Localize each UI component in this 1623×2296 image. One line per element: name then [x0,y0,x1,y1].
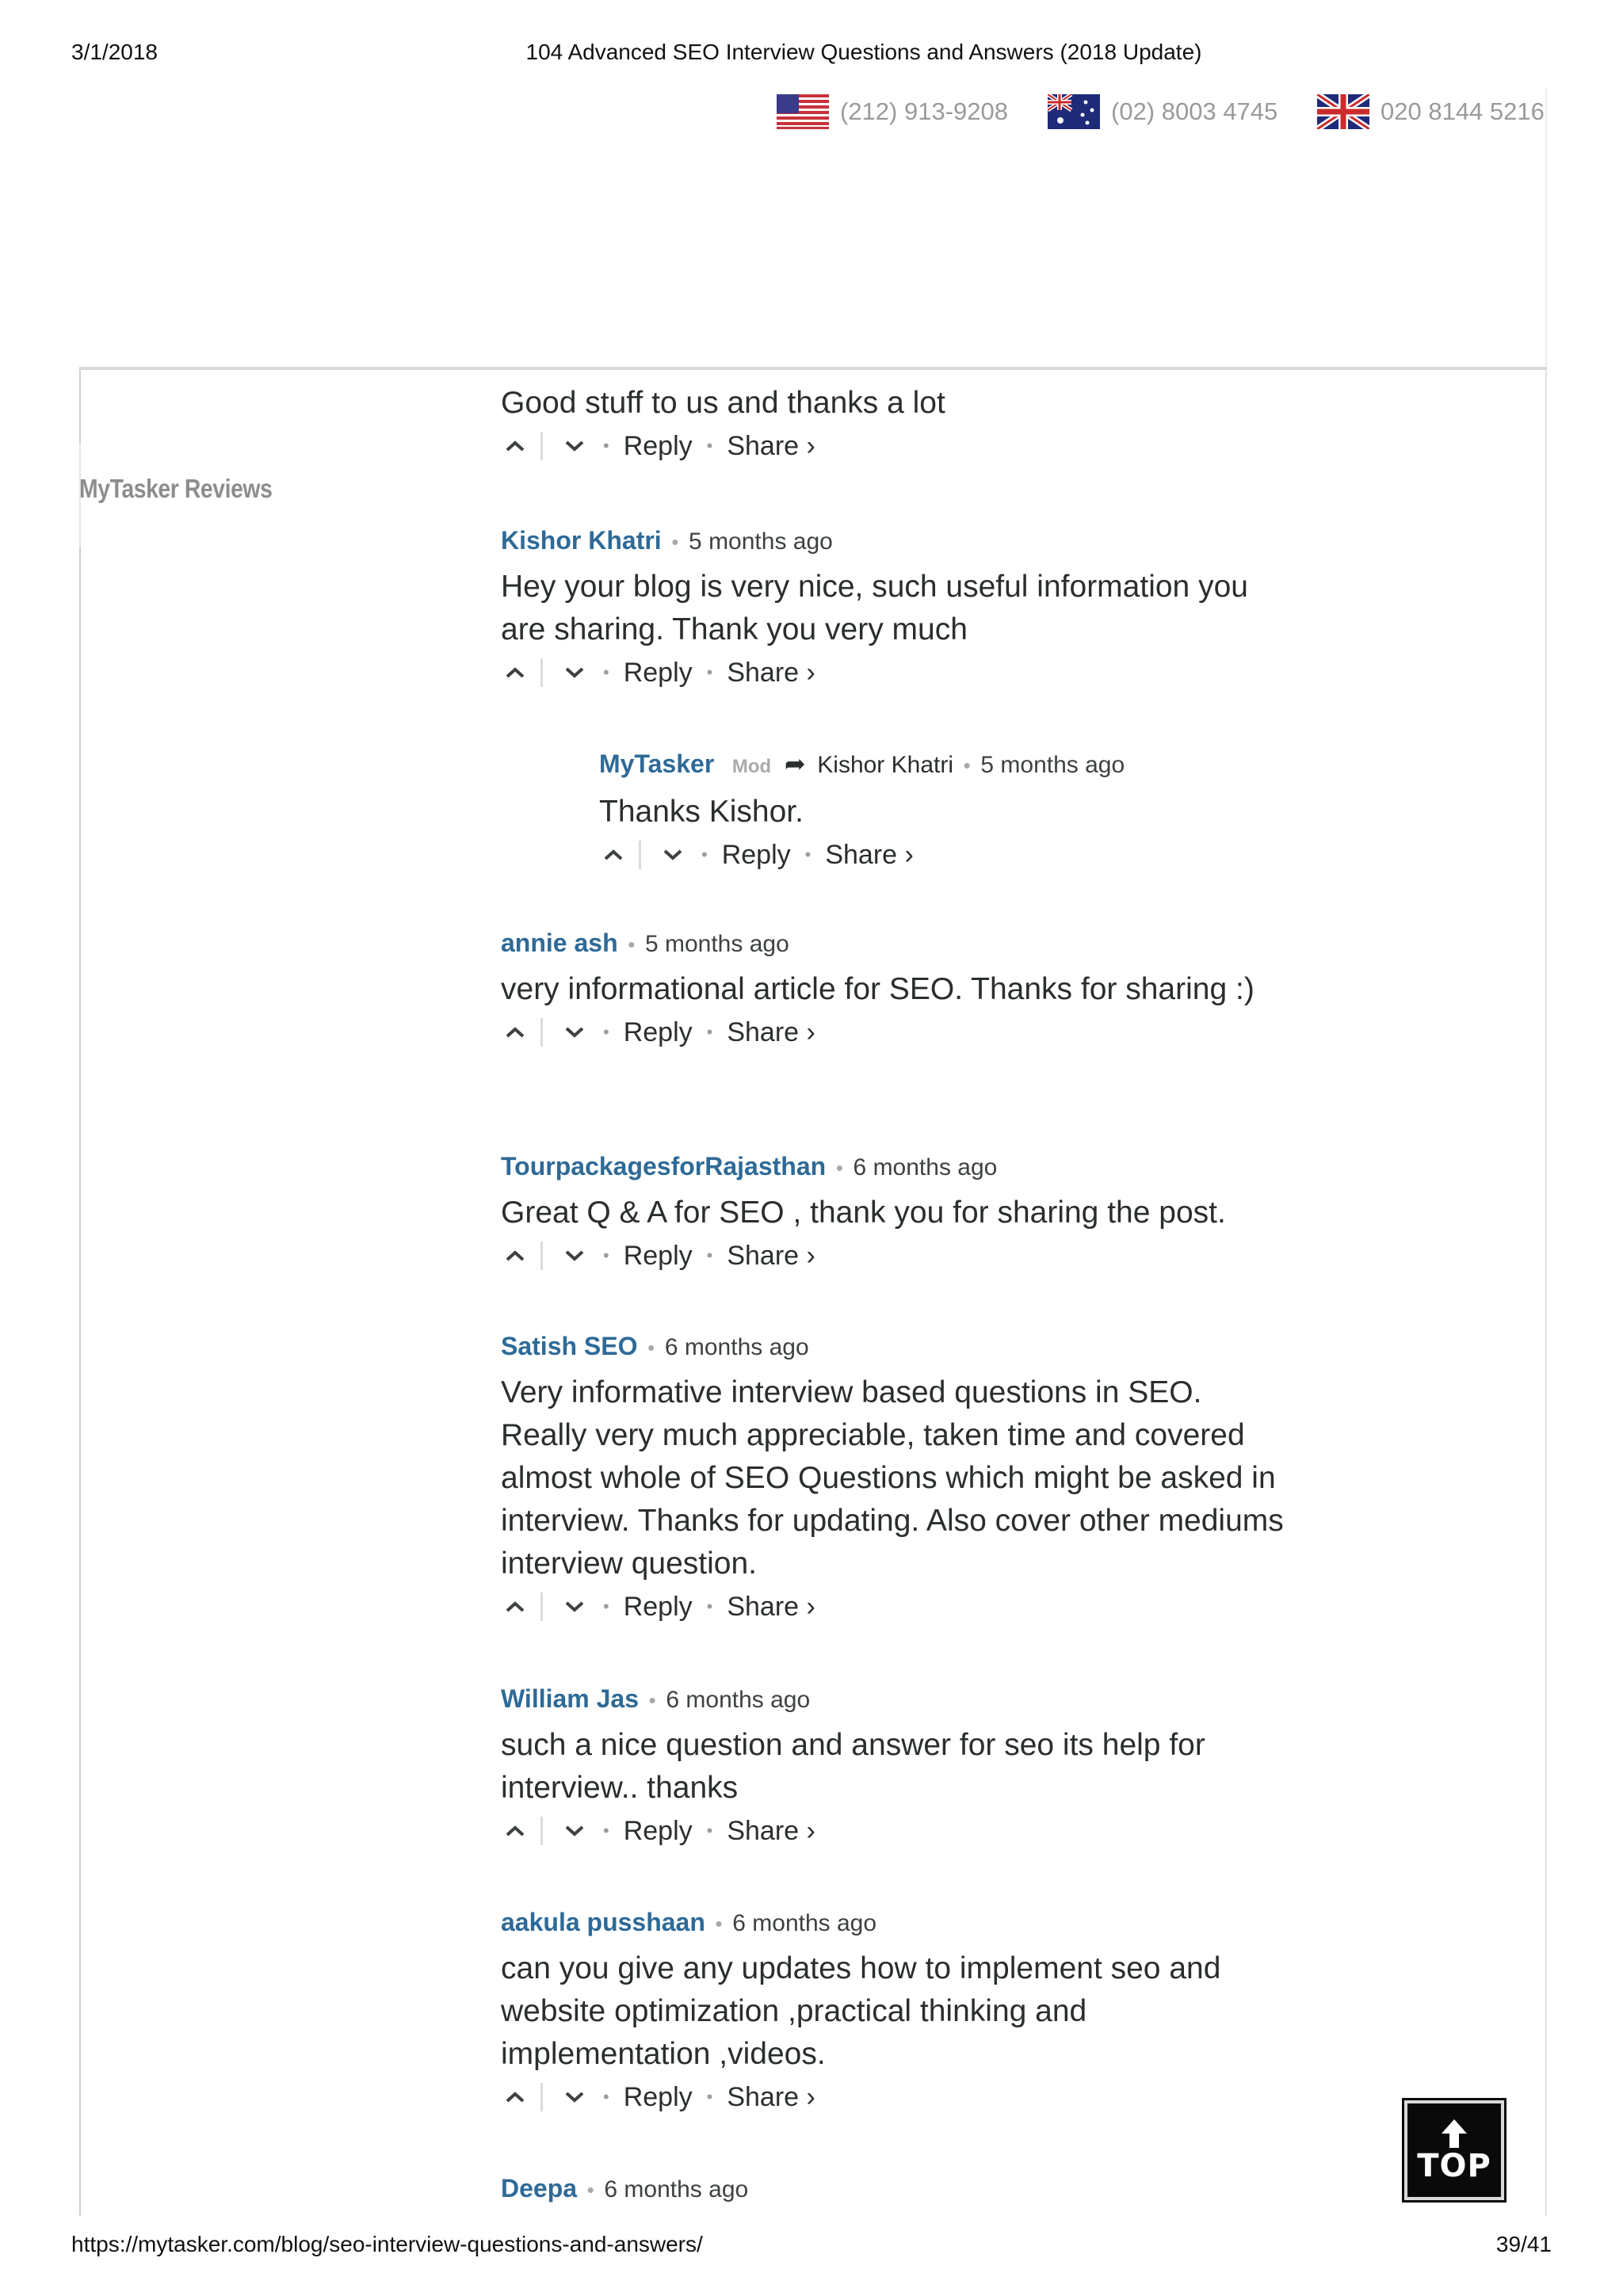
comment-time[interactable]: 6 months ago [732,1910,877,1936]
comment-time[interactable]: 5 months ago [644,931,789,957]
action-dot: • [603,436,609,456]
phone-uk[interactable] [1317,92,1545,132]
comment-header [501,927,1293,960]
downvote-icon[interactable] [560,1819,589,1843]
upvote-icon[interactable] [501,661,529,685]
vote-separator [540,432,543,460]
comment-header [501,1150,1293,1184]
downvote-icon[interactable] [659,843,687,867]
comment [501,382,1293,464]
comment [501,2172,1293,2206]
print-title: 104 Advanced SEO Interview Questions and Answers (2018 Update) [525,40,1202,64]
comment-header [501,1330,1293,1363]
comment-actions [501,1813,1293,1849]
meta-dot: • [671,530,679,554]
comment-actions [501,2079,1293,2115]
share-link[interactable]: Share › [727,1240,815,1271]
meta-dot: • [835,1156,843,1180]
vote-separator [540,1018,543,1047]
phone-uk-number: 020 8144 5216 [1381,97,1545,125]
vote-separator [540,658,543,687]
comment-body: can you give any updates how to implement seo and website optimization ,practical thinking and implementation ,videos. [501,1951,1221,2071]
comment-header [599,748,1392,783]
back-to-top-label: TOP [1417,2148,1491,2184]
reply-link[interactable]: Reply [623,2081,693,2112]
comment-author[interactable]: Kishor Khatri [501,526,662,555]
comment-body: Good stuff to us and thanks a lot [501,386,945,420]
action-dot: • [706,1022,713,1042]
comment-header [501,2172,1293,2206]
upvote-icon[interactable] [501,1595,529,1619]
us-flag-icon [777,94,829,129]
upvote-icon[interactable] [501,434,529,458]
comment-actions [501,1014,1293,1051]
action-dot: • [603,1821,609,1840]
meta-dot: • [715,1912,723,1936]
phone-au-number: (02) 8003 4745 [1111,97,1278,125]
share-link[interactable]: Share › [727,1016,815,1047]
comment [501,524,1293,691]
reply-link[interactable]: Reply [623,1815,693,1846]
comment-time[interactable]: 5 months ago [980,752,1125,778]
downvote-icon[interactable] [560,661,589,685]
meta-dot: • [628,933,636,956]
meta-dot: • [586,2178,594,2202]
upvote-icon[interactable] [501,2085,529,2109]
vote-separator [639,841,641,869]
upvote-icon[interactable] [501,1819,529,1843]
comment-body: Great Q & A for SEO , thank you for sharing the post. [501,1196,1226,1230]
comment-author[interactable]: aakula pusshaan [501,1908,705,1936]
phone-au[interactable] [1048,92,1277,132]
downvote-icon[interactable] [560,1244,589,1268]
comment [501,1683,1293,1849]
vote-separator [540,1817,543,1845]
comment-header [501,524,1293,558]
action-dot: • [603,1596,609,1616]
action-dot: • [706,662,713,682]
comment-author[interactable]: Deepa [501,2174,578,2203]
comment [501,1906,1293,2115]
comment-body: Hey your blog is very nice, such useful information you are sharing. Thank you very much [501,570,1248,646]
comment-author[interactable]: William Jas [501,1684,640,1713]
action-dot: • [603,1022,609,1042]
action-dot: • [804,845,812,864]
comment-actions [501,1589,1293,1625]
comment [501,1150,1293,1274]
reply-comment [599,748,1392,873]
downvote-icon[interactable] [560,1020,589,1044]
content-border-left [79,370,81,2216]
comment-author[interactable]: Satish SEO [501,1332,638,1360]
share-link[interactable]: Share › [727,1815,815,1846]
downvote-icon[interactable] [560,2085,589,2109]
action-dot: • [706,1821,713,1840]
share-link[interactable]: Share › [727,430,815,461]
downvote-icon[interactable] [560,434,589,458]
comment [501,927,1293,1051]
comment-header [501,1683,1293,1716]
vote-separator [540,1241,543,1270]
comment [501,1330,1293,1625]
phone-us-number: (212) 913-9208 [840,97,1008,125]
meta-dot: • [647,1336,655,1360]
print-url: https://mytasker.com/blog/seo-interview-questions-and-answers/ [71,2232,703,2256]
reply-link[interactable]: Reply [623,1016,693,1047]
action-dot: • [706,2087,713,2107]
back-to-top-button[interactable] [1404,2100,1504,2200]
phone-us[interactable] [777,92,1008,132]
share-link[interactable]: Share › [727,1591,815,1622]
reply-link[interactable]: Reply [623,1240,693,1271]
upvote-icon[interactable] [501,1244,529,1268]
comment-actions [501,428,1293,464]
action-dot: • [701,845,708,864]
upvote-icon[interactable] [599,843,628,867]
arrow-up-icon [1440,2118,1468,2149]
share-link[interactable]: Share › [825,839,914,870]
comment-author[interactable]: TourpackagesforRajasthan [501,1152,827,1180]
comment-body: Very informative interview based questions in SEO. Really very much appreciable, taken time and covered almost whole of SEO Questions which might be asked in interview. Thanks for updating. Also cover other mediums interview question. [501,1375,1284,1581]
upvote-icon[interactable] [501,1020,529,1044]
meta-dot: • [963,753,971,777]
action-dot: • [603,662,609,682]
downvote-icon[interactable] [560,1595,589,1619]
action-dot: • [706,436,713,456]
comment-time[interactable]: 6 months ago [604,2176,749,2203]
comment-time[interactable]: 6 months ago [666,1687,811,1713]
comment-actions [599,837,1392,873]
reply-link[interactable]: Reply [623,430,693,461]
header-edge [1545,87,1547,368]
uk-flag-icon [1317,94,1369,129]
comment-header [501,1906,1293,1939]
action-dot: • [603,2087,609,2107]
vote-separator [540,1592,543,1621]
share-link[interactable]: Share › [727,657,815,688]
reply-link[interactable]: Reply [623,1591,693,1622]
comment-actions [501,654,1293,691]
comment-actions [501,1238,1293,1274]
comment-body: such a nice question and answer for seo its help for interview.. thanks [501,1728,1205,1805]
comment-time[interactable]: 5 months ago [689,528,833,555]
action-dot: • [706,1596,713,1616]
header-divider [79,367,1547,370]
comment-body: Thanks Kishor. [599,795,804,829]
sidebar-reviews-tab[interactable]: MyTasker Reviews [79,474,273,503]
reply-arrow-icon: ➦ [784,749,806,778]
comment-body: very informational article for SEO. Thanks for sharing :) [501,972,1254,1006]
print-page-number: 39/41 [1495,2232,1552,2256]
reply-link[interactable]: Reply [623,657,693,688]
vote-separator [540,2083,543,2111]
mod-badge: Mod [731,756,772,777]
meta-dot: • [648,1688,656,1712]
au-flag-icon [1048,94,1100,129]
action-dot: • [603,1245,609,1265]
comment-author[interactable]: MyTasker [599,749,715,778]
comment-time[interactable]: 6 months ago [853,1154,998,1180]
comment-author[interactable]: annie ash [501,929,618,957]
reply-to-author[interactable]: Kishor Khatri [817,752,954,778]
content-border-right [1545,370,1547,2216]
share-link[interactable]: Share › [727,2081,815,2112]
action-dot: • [706,1245,713,1265]
reply-link[interactable]: Reply [721,839,791,870]
comment-time[interactable]: 6 months ago [664,1334,809,1360]
print-date: 3/1/2018 [71,40,158,64]
